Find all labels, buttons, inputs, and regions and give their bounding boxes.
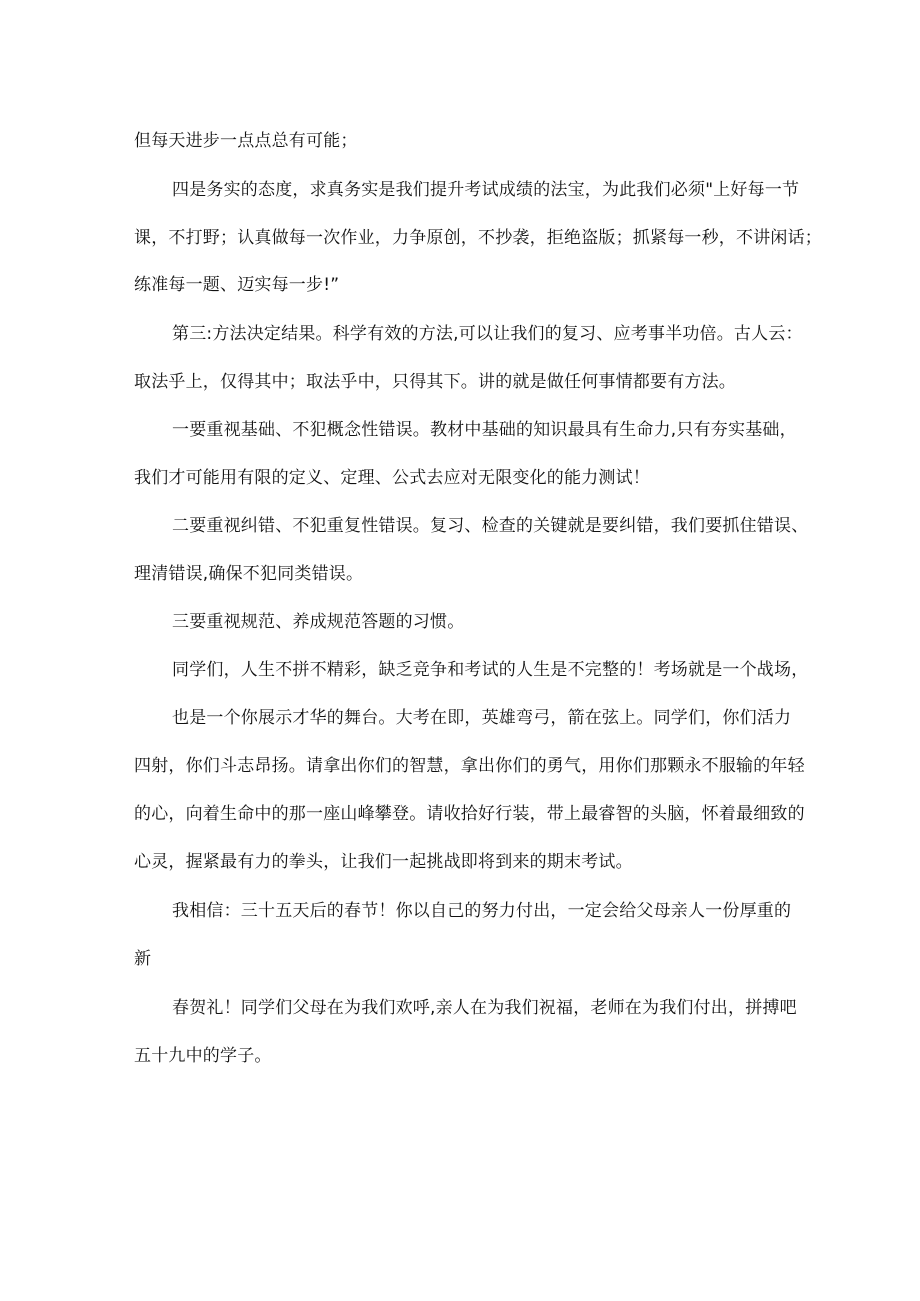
text-line-11: 三要重视规范、养成规范答题的习惯。 [172, 612, 465, 632]
text-line-7: 一要重视基础、不犯概念性错误。教材中基础的知识最具有生命力,只有夯实基础， [172, 420, 797, 440]
text-line-9: 二要重视纠错、不犯重复性错误。复习、检查的关键就是要纠错，我们要抓住错误、 [172, 516, 809, 536]
text-line-13: 也是一个你展示才华的舞台。大考在即，英雄弯弓，箭在弦上。同学们，你们活力 [172, 708, 792, 728]
text-line-12: 同学们，人生不拼不精彩，缺乏竞争和考试的人生是不完整的！考场就是一个战场， [172, 660, 809, 680]
text-line-18: 新 [134, 949, 152, 969]
text-line-14: 四射，你们斗志昂扬。请拿出你们的智慧，拿出你们的勇气，用你们那颗永不服输的年轻 [134, 756, 805, 776]
text-line-17: 我相信：三十五天后的春节！你以自己的努力付出，一定会给父母亲人一份厚重的 [172, 901, 792, 921]
text-line-20: 五十九中的学子。 [134, 1046, 272, 1066]
text-line-2: 四是务实的态度，求真务实是我们提升考试成绩的法宝，为此我们必须"上好每一节 [172, 180, 800, 200]
text-line-6: 取法乎上，仅得其中；取法乎中，只得其下。讲的就是做任何事情都要有方法。 [134, 372, 736, 392]
text-line-4: 练准每一题、迈实每一步!” [134, 275, 340, 295]
text-line-1: 但每天进步一点点总有可能； [134, 131, 358, 151]
text-line-16: 心灵，握紧最有力的拳头，让我们一起挑战即将到来的期末考试。 [134, 852, 633, 872]
text-line-8: 我们才可能用有限的定义、定理、公式去应对无限变化的能力测试！ [134, 468, 650, 488]
text-line-3: 课，不打野；认真做每一次作业，力争原创，不抄袭，拒绝盗版；抓紧每一秒，不讲闲话； [134, 228, 822, 248]
text-line-19: 春贺礼！同学们父母在为我们欢呼,亲人在为我们祝福，老师在为我们付出，拼搏吧 [172, 998, 797, 1018]
text-line-10: 理清错误,确保不犯同类错误。 [134, 564, 364, 584]
text-line-5: 第三:方法决定结果。科学有效的方法,可以让我们的复习、应考事半功倍。古人云： [172, 324, 803, 344]
text-line-15: 的心，向着生命中的那一座山峰攀登。请收拾好行装，带上最睿智的头脑，怀着最细致的 [134, 804, 805, 824]
